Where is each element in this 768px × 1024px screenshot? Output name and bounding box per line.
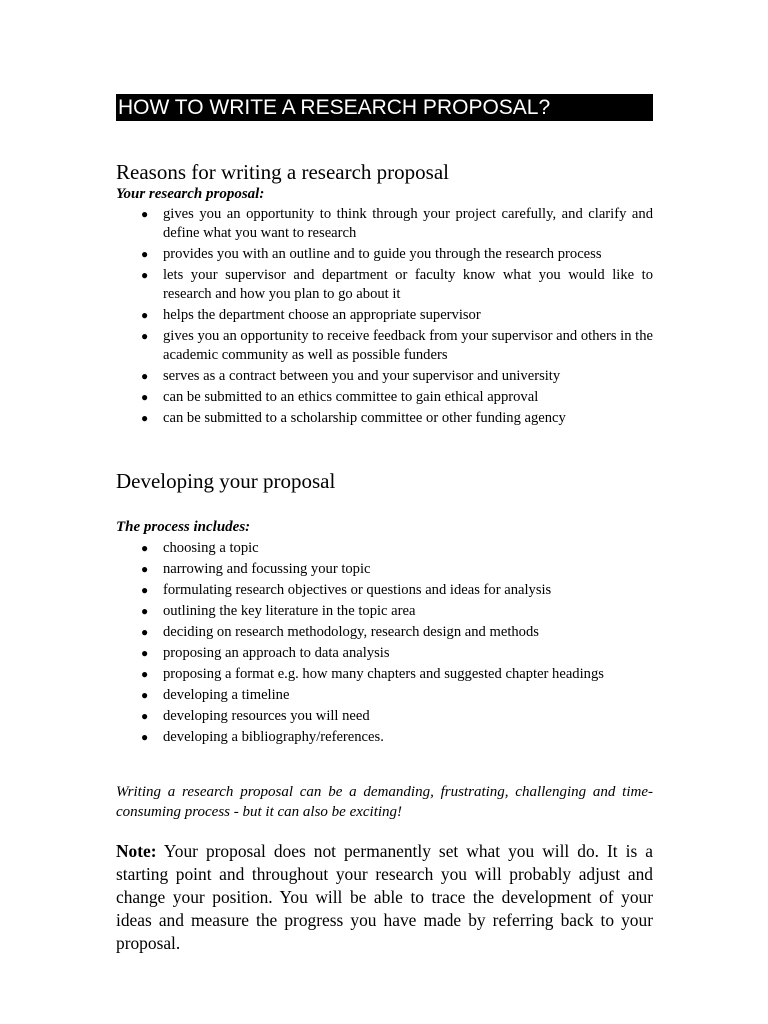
list-item [116, 205, 653, 243]
list-item [116, 409, 653, 428]
bullet-icon: ● [141, 709, 149, 723]
list-item [116, 707, 653, 726]
list-item [116, 644, 653, 663]
bullet-icon: ● [141, 730, 149, 744]
bullet-icon: ● [141, 369, 149, 383]
bullet-icon: ● [141, 207, 149, 221]
list-item-text: provides you with an outline and to guide you through the research process [163, 246, 602, 262]
list-item [116, 539, 653, 558]
bullet-icon: ● [141, 562, 149, 576]
list-item-text: serves as a contract between you and your supervisor and university [163, 368, 561, 384]
bullet-icon: ● [141, 247, 149, 261]
list-item [116, 306, 653, 325]
bullet-icon: ● [141, 308, 149, 322]
list-item [116, 388, 653, 407]
bullet-icon: ● [141, 268, 149, 282]
bullet-icon: ● [141, 583, 149, 597]
list-item-text: can be submitted to an ethics committee to gain ethical approval [163, 389, 539, 405]
list-item-text: gives you an opportunity to think through your project carefully, and clarify and define what you want to research [163, 206, 653, 241]
italic-note: Writing a research proposal can be a demanding, frustrating, challenging and time-consuming process - but it can also be exciting! [116, 784, 653, 820]
list-item-text: deciding on research methodology, research design and methods [163, 624, 539, 640]
list-item [116, 367, 653, 386]
list-item [116, 581, 653, 600]
bullet-icon: ● [141, 541, 149, 555]
list-item-text: outlining the key literature in the topic area [163, 603, 416, 619]
list-item [116, 728, 653, 747]
subheading-process-includes: The process includes: [116, 519, 251, 535]
list-item-text: can be submitted to a scholarship committee or other funding agency [163, 410, 566, 426]
page-title: HOW TO WRITE A RESEARCH PROPOSAL? [116, 94, 653, 121]
list-item-text: lets your supervisor and department or faculty know what you would like to research and how you plan to go about it [163, 267, 653, 302]
bullet-icon: ● [141, 390, 149, 404]
reasons-bullet-list [116, 205, 653, 430]
list-item [116, 266, 653, 304]
bullet-icon: ● [141, 604, 149, 618]
list-item [116, 686, 653, 705]
list-item-text: choosing a topic [163, 540, 259, 556]
list-item-text: narrowing and focussing your topic [163, 561, 371, 577]
note-text: Your proposal does not permanently set what you will do. It is a starting point and throughout your research you will probably adjust and change your position. You will be able to trace the development of your ideas and measure the progress you have made by referring back to your proposal. [116, 841, 653, 953]
list-item-text: formulating research objectives or questions and ideas for analysis [163, 582, 552, 598]
list-item-text: helps the department choose an appropriate supervisor [163, 307, 481, 323]
list-item-text: developing a bibliography/references. [163, 729, 384, 745]
list-item [116, 665, 653, 684]
list-item [116, 623, 653, 642]
list-item [116, 245, 653, 264]
list-item [116, 327, 653, 365]
list-item-text: developing resources you will need [163, 708, 370, 724]
list-item [116, 602, 653, 621]
bullet-icon: ● [141, 329, 149, 343]
process-bullet-list [116, 539, 653, 749]
list-item [116, 560, 653, 579]
list-item-text: proposing an approach to data analysis [163, 645, 390, 661]
list-item-text: proposing a format e.g. how many chapters and suggested chapter headings [163, 666, 604, 682]
bullet-icon: ● [141, 688, 149, 702]
section-heading-developing: Developing your proposal [116, 469, 336, 493]
bullet-icon: ● [141, 646, 149, 660]
bullet-icon: ● [141, 667, 149, 681]
list-item-text: gives you an opportunity to receive feedback from your supervisor and others in the academic community as well as possible funders [163, 328, 653, 363]
section-heading-reasons: Reasons for writing a research proposal [116, 160, 449, 184]
note-paragraph [116, 840, 653, 955]
bullet-icon: ● [141, 411, 149, 425]
list-item-text: developing a timeline [163, 687, 290, 703]
bullet-icon: ● [141, 625, 149, 639]
note-label: Note: [116, 841, 157, 861]
subheading-your-research-proposal: Your research proposal: [116, 186, 265, 202]
